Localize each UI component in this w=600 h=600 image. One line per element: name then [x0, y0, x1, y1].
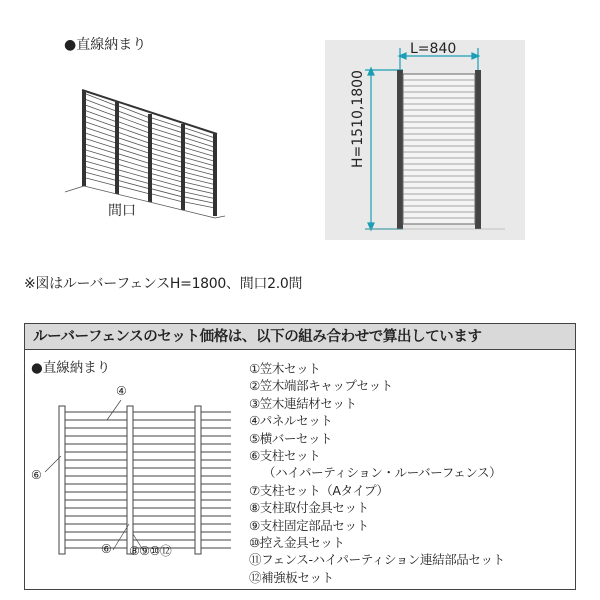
part-item: ⑤横バーセット: [249, 430, 333, 446]
callout-6-bottom: ⑥: [101, 542, 112, 556]
callout-4: ④: [116, 384, 127, 398]
part-item: ⑨支柱固定部品セット: [249, 517, 369, 533]
part-item: ⑪フェンス-ハイパーティション連結部品セット: [249, 552, 505, 568]
section-label-straight: ●直線納まり: [64, 37, 147, 53]
set-price-box: [24, 323, 576, 590]
part-item: ②笠木端部キャップセット: [249, 378, 393, 394]
fence-posts: [82, 90, 217, 216]
callout-group: ⑧⑨⑩⑫: [129, 544, 172, 558]
width-dimension-label: L=840: [410, 41, 457, 57]
part-item: ③笠木連結材セット: [249, 395, 357, 411]
part-item-sub: （ハイパーティション・ルーバーフェンス）: [263, 465, 502, 481]
callout-6-side: ⑥: [31, 468, 42, 482]
part-item: ④パネルセット: [249, 413, 333, 429]
part-item: ①笠木セット: [249, 361, 321, 376]
set-price-header: ルーバーフェンスのセット価格は、以下の組み合わせで算出しています: [25, 324, 575, 350]
part-item: ⑧支柱取付金具セット: [249, 500, 369, 516]
part-item: ⑫補強板セット: [249, 569, 334, 585]
opening-label: 間口: [108, 203, 136, 219]
part-item: ⑦支柱セット（Aタイプ）: [249, 482, 389, 498]
fence-perspective-illustration: [55, 78, 235, 228]
part-item: ⑩控え金具セット: [249, 535, 345, 551]
parts-list: [249, 360, 569, 586]
figure-note: ※図はルーバーフェンスH=1800、間口2.0間: [24, 276, 303, 292]
box-section-label: ●直線納まり: [31, 360, 111, 376]
part-item: ⑥支柱セット: [249, 448, 321, 464]
height-dimension-label: H=1510,1800: [350, 70, 366, 168]
